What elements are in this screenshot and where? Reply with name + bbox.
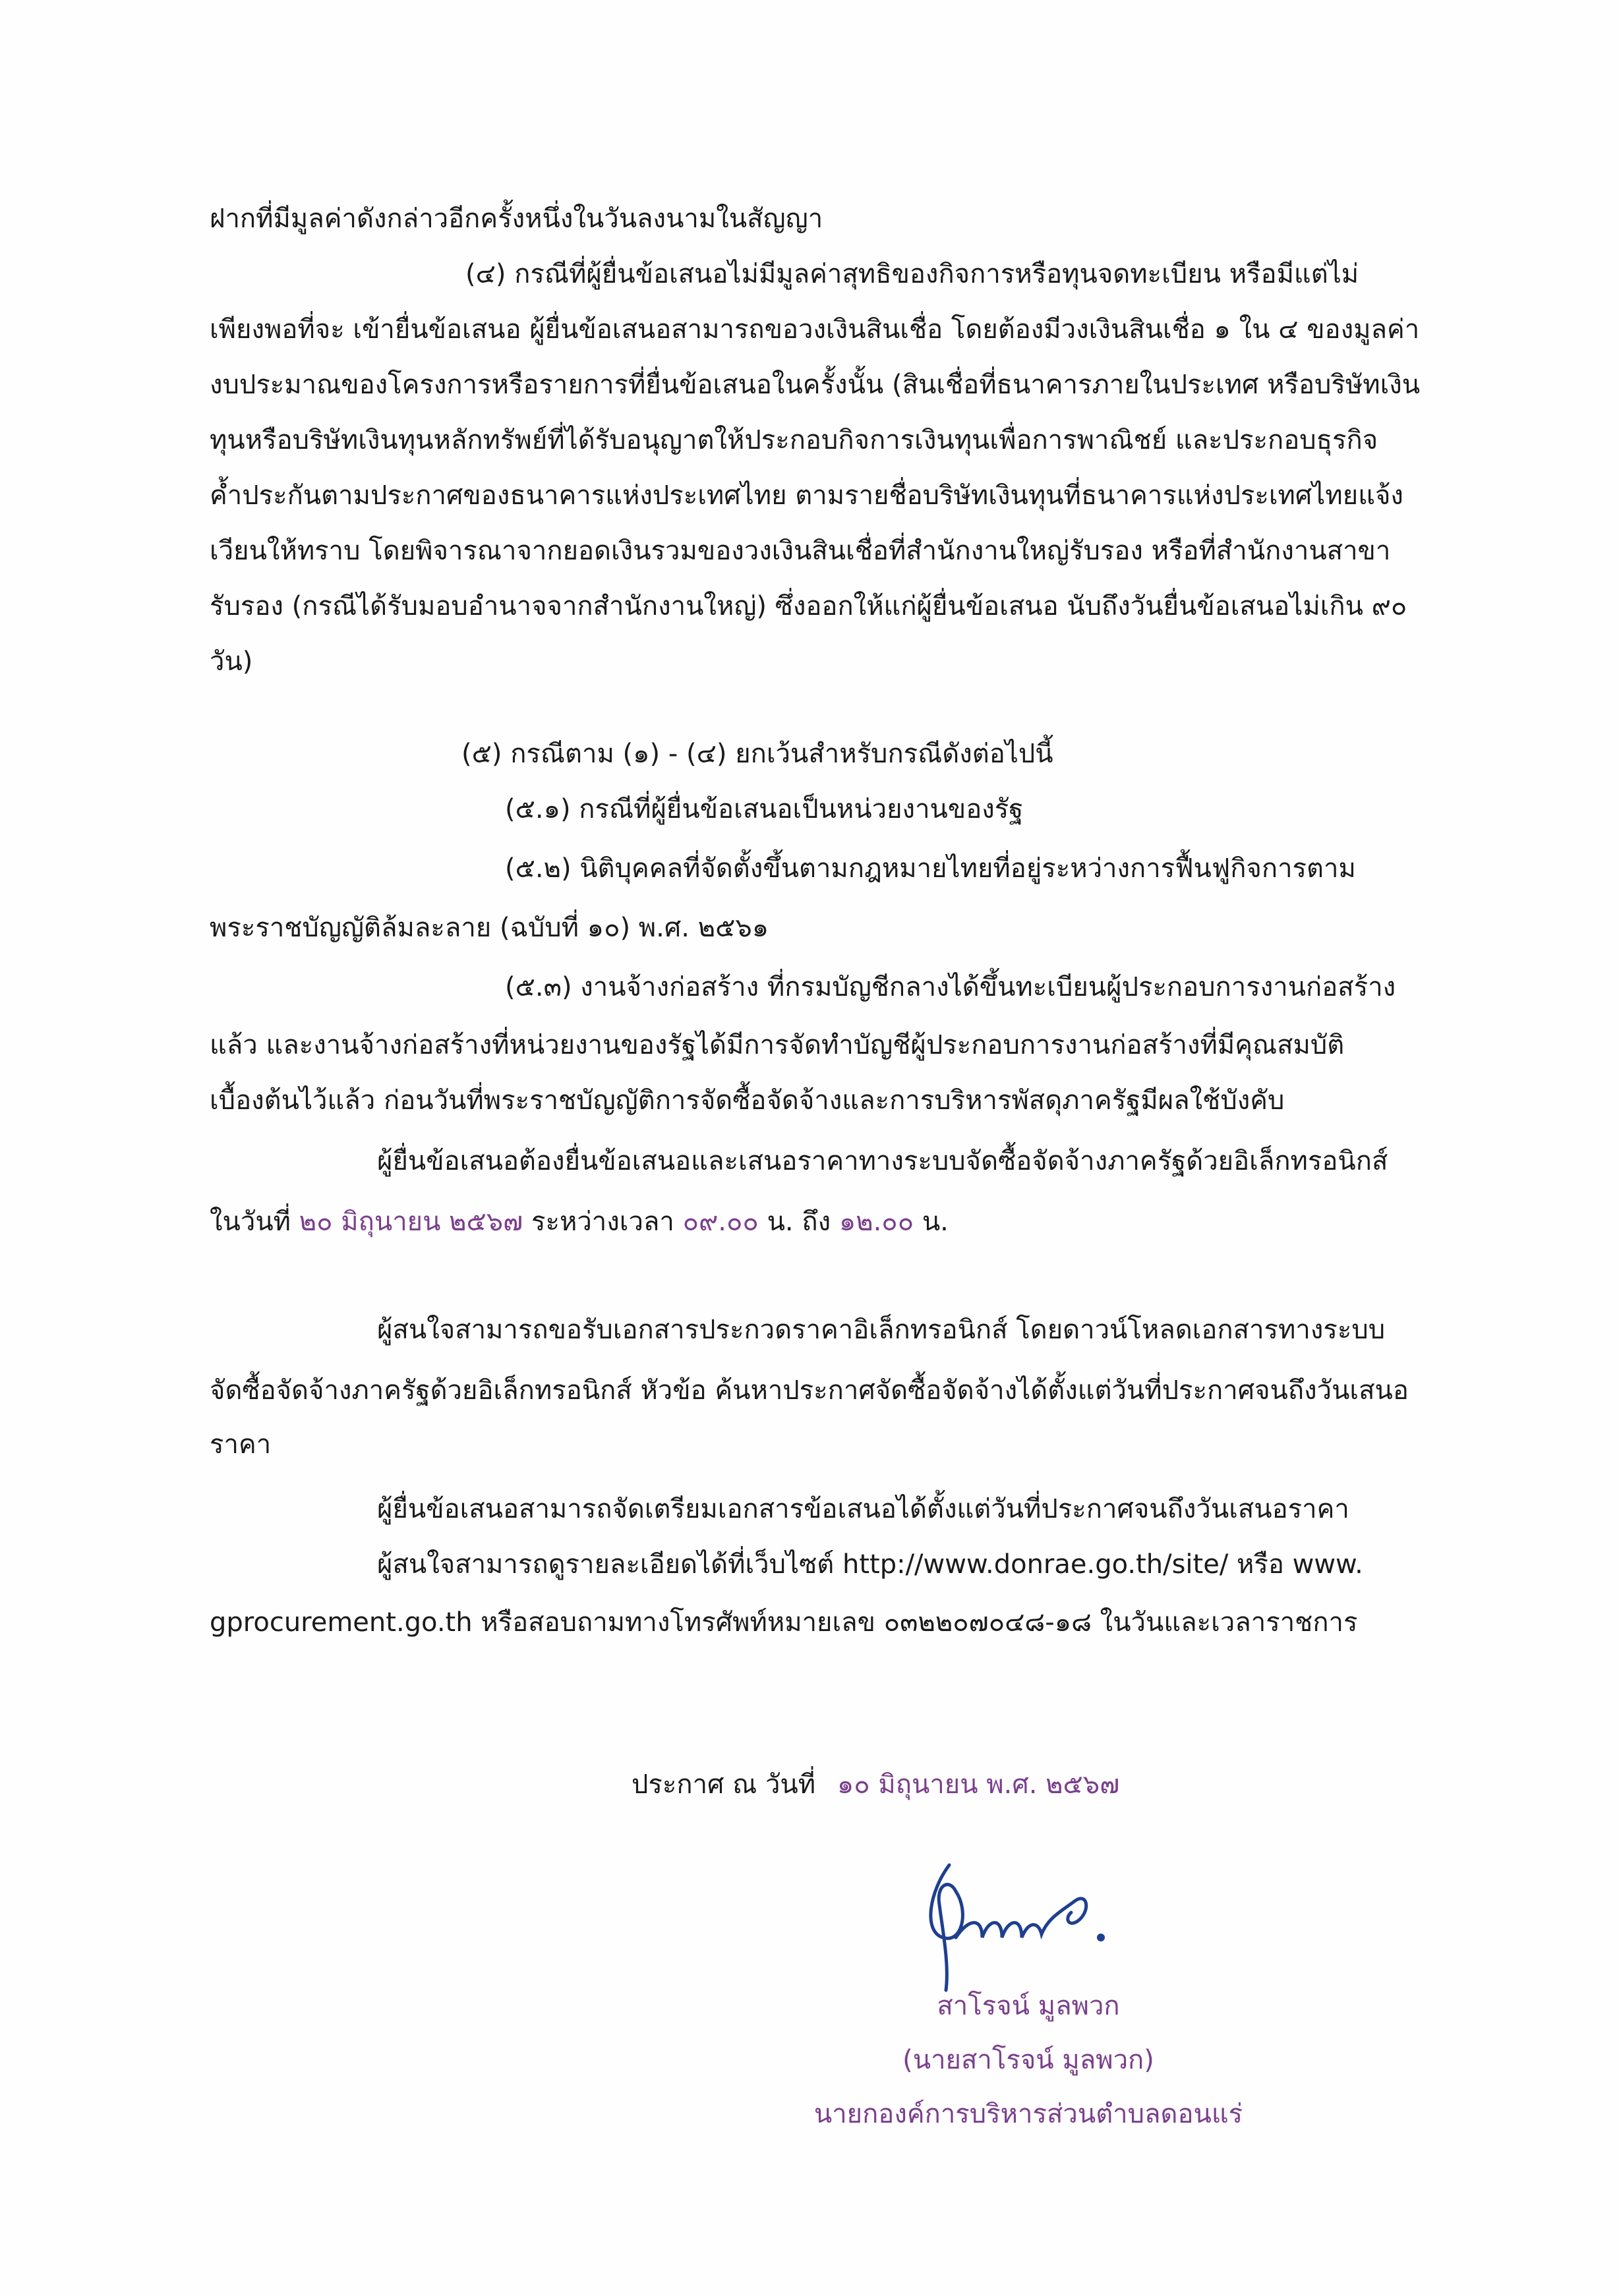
date-prefix: ในวันที่ — [210, 1207, 299, 1237]
paragraph-line: (๕.๒) นิติบุคคลที่จัดตั้งขึ้นตามกฎหมายไทยที่อยู่ระหว่างการฟื้นฟูกิจการตาม — [505, 853, 1356, 884]
time-end: ๑๒.๐๐ — [839, 1207, 914, 1237]
paragraph-line: (๕.๑) กรณีที่ผู้ยื่นข้อเสนอเป็นหน่วยงานของรัฐ — [505, 794, 1024, 824]
paragraph-line: ผู้ยื่นข้อเสนอสามารถจัดเตรียมเอกสารข้อเสนอได้ตั้งแต่วันที่ประกาศจนถึงวันเสนอราคา — [377, 1494, 1349, 1524]
paragraph-line: ค้ำประกันตามประกาศของธนาคารแห่งประเทศไทย ตามรายชื่อบริษัทเงินทุนที่ธนาคารแห่งประเทศไทยแจ้ง — [210, 480, 1403, 511]
signer-name: สาโรจน์ มูลพวก — [937, 1991, 1120, 2021]
time-start: ๐๙.๐๐ — [682, 1207, 759, 1237]
paragraph-line: เวียนให้ทราบ โดยพิจารณาจากยอดเงินรวมของวงเงินสินเชื่อที่สำนักงานใหญ่รับรอง หรือที่สำนักงานสาขา — [210, 536, 1391, 566]
paragraph-line: จัดซื้อจัดจ้างภาครัฐด้วยอิเล็กทรอนิกส์ หัวข้อ ค้นหาประกาศจัดซื้อจัดจ้างได้ตั้งแต่วันที่ประกาศจนถึงวันเสนอ — [210, 1375, 1409, 1406]
paragraph-line: (๔) กรณีที่ผู้ยื่นข้อเสนอไม่มีมูลค่าสุทธิของกิจการหรือทุนจดทะเบียน หรือมีแต่ไม่ — [465, 259, 1359, 289]
paragraph-line: ราคา — [210, 1429, 272, 1460]
paragraph-line: วัน) — [210, 646, 253, 677]
date-middle: ระหว่างเวลา — [523, 1207, 683, 1237]
paragraph-line: ผู้ยื่นข้อเสนอต้องยื่นข้อเสนอและเสนอราคาทางระบบจัดซื้อจัดจ้างภาครัฐด้วยอิเล็กทรอนิกส์ — [377, 1146, 1388, 1176]
paragraph-line: gprocurement.go.th หรือสอบถามทางโทรศัพท์หมายเลข ๐๓๒๒๐๗๐๔๘-๑๘ ในวันและเวลาราชการ — [210, 1607, 1358, 1638]
paragraph-line: ทุนหรือบริษัทเงินทุนหลักทรัพย์ที่ได้รับอนุญาตให้ประกอบกิจการเงินทุนเพื่อการพาณิชย์ และประกอบธุรกิจ — [210, 425, 1378, 455]
paragraph-line: เบื้องต้นไว้แล้ว ก่อนวันที่พระราชบัญญัติการจัดซื้อจัดจ้างและการบริหารพัสดุภาครัฐมีผลใช้บังคับ — [210, 1085, 1285, 1116]
paragraph-line: (๕) กรณีตาม (๑) - (๔) ยกเว้นสำหรับกรณีดังต่อไปนี้ — [461, 739, 1053, 769]
signer-position: นายกองค์การบริหารส่วนตำบลดอนแร่ — [813, 2099, 1243, 2129]
submission-date-line — [210, 1203, 949, 1240]
paragraph-line: ผู้สนใจสามารถดูรายละเอียดได้ที่เว็บไซต์ http://www.donrae.go.th/site/ หรือ www. — [377, 1549, 1363, 1580]
paragraph-line: พระราชบัญญัติล้มละลาย (ฉบับที่ ๑๐) พ.ศ. ๒๕๖๑ — [210, 913, 769, 943]
date-suffix: น. — [914, 1207, 949, 1237]
paragraph-line: เพียงพอที่จะ เข้ายื่นข้อเสนอ ผู้ยื่นข้อเสนอสามารถขอวงเงินสินเชื่อ โดยต้องมีวงเงินสินเชื่อ ๑ ใน ๔ ของมูลค่า — [210, 314, 1420, 345]
date-between: น. ถึง — [758, 1207, 839, 1237]
submission-date: ๒๐ มิถุนายน ๒๕๖๗ — [299, 1207, 523, 1237]
announce-date: ๑๐ มิถุนายน พ.ศ. ๒๕๖๗ — [837, 1769, 1120, 1800]
announce-date-line — [632, 1766, 1119, 1803]
paragraph-line: งบประมาณของโครงการหรือรายการที่ยื่นข้อเสนอในครั้งนั้น (สินเชื่อที่ธนาคารภายในประเทศ หรือบริษัทเงิน — [210, 370, 1421, 400]
announce-label: ประกาศ ณ วันที่ — [632, 1769, 816, 1800]
signer-full-name: (นายสาโรจน์ มูลพวก) — [902, 2045, 1154, 2075]
paragraph-line: (๕.๓) งานจ้างก่อสร้าง ที่กรมบัญชีกลางได้ขึ้นทะเบียนผู้ประกอบการงานก่อสร้าง — [505, 972, 1396, 1002]
paragraph-line: แล้ว และงานจ้างก่อสร้างที่หน่วยงานของรัฐได้มีการจัดทำบัญชีผู้ประกอบการงานก่อสร้างที่มีคุณสมบัติ — [210, 1030, 1345, 1060]
signature-image — [910, 1839, 1121, 2010]
paragraph-line: รับรอง (กรณีได้รับมอบอำนาจจากสำนักงานใหญ่) ซึ่งออกให้แก่ผู้ยื่นข้อเสนอ นับถึงวันยื่นข้อเสนอไม่เกิน ๙๐ — [210, 591, 1407, 621]
paragraph-line: ฝากที่มีมูลค่าดังกล่าวอีกครั้งหนึ่งในวันลงนามในสัญญา — [210, 204, 823, 234]
paragraph-line: ผู้สนใจสามารถขอรับเอกสารประกวดราคาอิเล็กทรอนิกส์ โดยดาวน์โหลดเอกสารทางระบบ — [377, 1315, 1386, 1345]
